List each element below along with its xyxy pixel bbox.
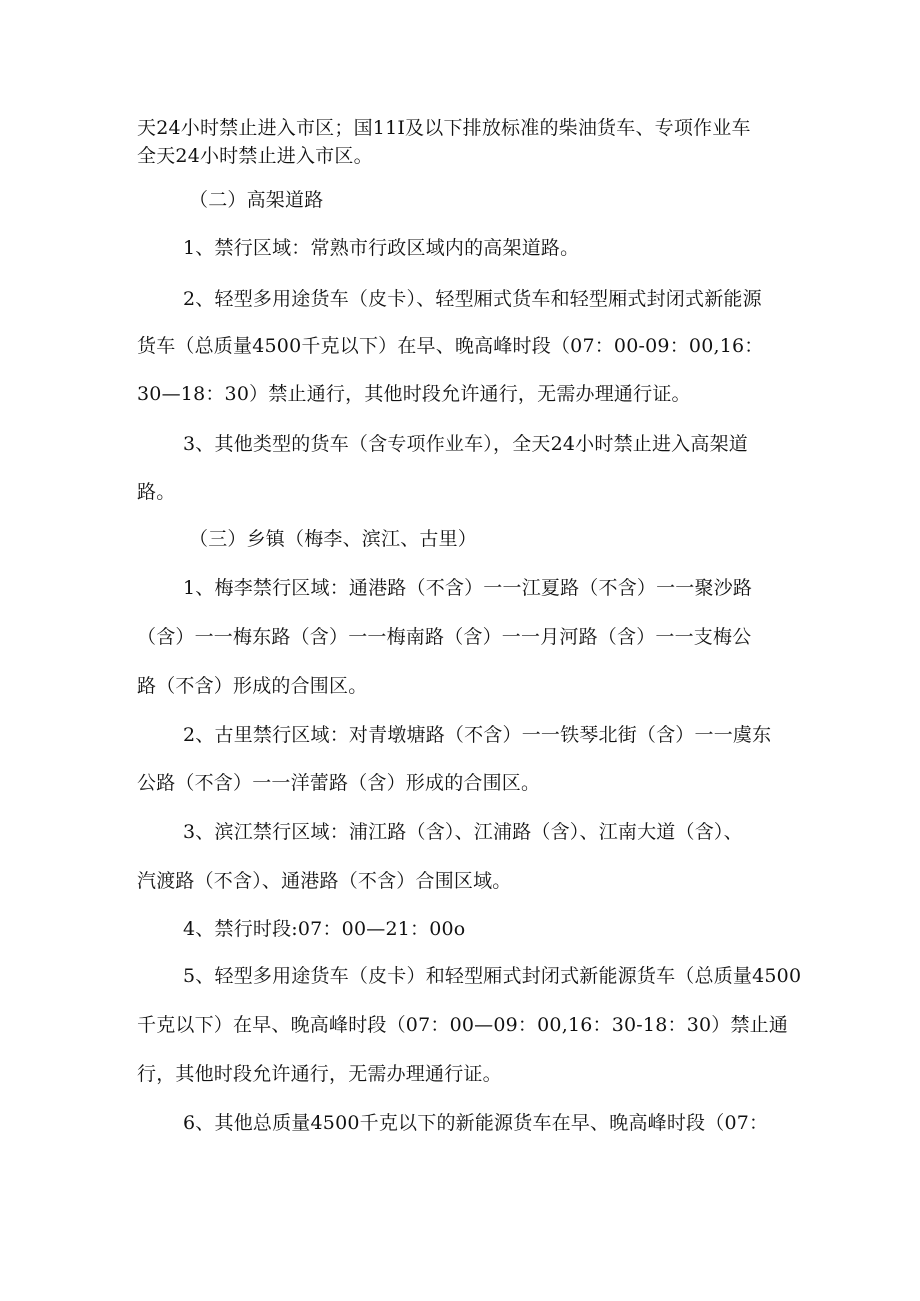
paragraph-line: 2、古里禁行区域：对青墩塘路（不含）一一铁琴北街（含）一一虞东	[183, 724, 772, 746]
paragraph-line: 2、轻型多用途货车（皮卡）、轻型厢式货车和轻型厢式封闭式新能源	[183, 288, 762, 310]
paragraph-line: 1、梅李禁行区域：通港路（不含）一一江夏路（不含）一一聚沙路	[183, 577, 753, 599]
paragraph-line: 3、滨江禁行区域：浦江路（含）、江浦路（含）、江南大道（含）、	[183, 821, 743, 843]
paragraph-line: 公路（不含）一一洋蕾路（含）形成的合围区。	[137, 772, 541, 794]
paragraph-line: 5、轻型多用途货车（皮卡）和轻型厢式封闭式新能源货车（总质量4500	[183, 965, 802, 987]
text-line: 天24小时禁止进入市区；国11I及以下排放标准的柴油货车、专项作业车	[137, 117, 751, 139]
paragraph-line: 路（不含）形成的合围区。	[137, 675, 368, 697]
paragraph-line: 货车（总质量4500千克以下）在早、晚高峰时段（07：00-09：00,16：	[137, 335, 764, 357]
section-heading: （二）高架道路	[189, 189, 324, 211]
paragraph-line: 3、其他类型的货车（含专项作业车），全天24小时禁止进入高架道	[183, 433, 748, 455]
paragraph-line: （含）一一梅东路（含）一一梅南路（含）一一月河路（含）一一支梅公	[137, 626, 752, 648]
paragraph-line: 行，其他时段允许通行，无需办理通行证。	[137, 1063, 502, 1085]
paragraph-line: 4、禁行时段:07：00—21：00o	[183, 918, 466, 940]
paragraph-line: 汽渡路（不含）、通港路（不含）合围区域。	[137, 870, 512, 892]
text-line: 全天24小时禁止进入市区。	[137, 145, 373, 167]
paragraph-line: 千克以下）在早、晚高峰时段（07：00—09：00,16：30-18：30）禁止通	[137, 1014, 789, 1036]
paragraph-line: 30—18：30）禁止通行，其他时段允许通行，无需办理通行证。	[137, 383, 691, 405]
paragraph-line: 路。	[137, 481, 176, 503]
paragraph-line: 6、其他总质量4500千克以下的新能源货车在早、晚高峰时段（07：	[183, 1112, 769, 1134]
section-heading: （三）乡镇（梅李、滨江、古里）	[189, 528, 478, 550]
paragraph-line: 1、禁行区域：常熟市行政区域内的高架道路。	[183, 237, 580, 259]
